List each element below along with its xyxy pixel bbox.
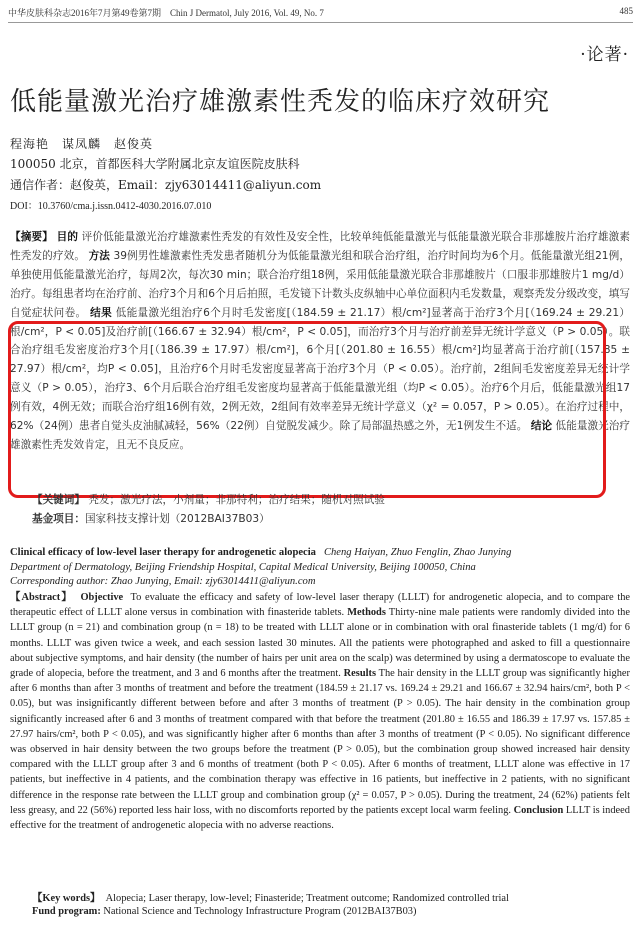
keywords-text: 秃发；激光疗法，小剂量；非那特利；治疗结果；随机对照试验 (88, 494, 385, 506)
doi: DOI：10.3760/cma.j.issn.0412-4030.2016.07.010 (10, 201, 212, 212)
en-keywords-text: Alopecia; Laser therapy, low-level; Finasteride; Treatment outcome; Randomized controlled trial (105, 893, 509, 904)
en-conclusion-label: Conclusion (513, 804, 564, 816)
en-results-text: The hair density in the LLLT group was significantly higher after 6 months than after 3 months of treatment and before the treatment (184.59 ± 21.17 vs. 169.24 ± 29.21 and 166.67 ± 32.94 hairs/cm², both P < 0.05), but was insignificantly different between before and after 3 months of treatment (P > 0.05). The hair density in the combination group significantly increased after 6 and 3 months of treatment compared with that before the treatment (201.80 ± 16.55 and 186.39 ± 17.97 vs. 157.85 ± 27.97 hairs/cm², both P < 0.05), and was significantly higher after 6 months than after 3 months of treatment (P < 0.05). No significant difference was observed in hair density between the two groups before the treatment (P > 0.05), but the combination group showed increased hair density compared with the LLLT group after 3 and 6 months of treatment (both P < 0.05). After 6 months of treatment, LLLT alone was effective in 17 patients, but ineffective in 4 patients, and the combination therapy was effective in 16 patients, but ineffective in 2 patients, with no significant difference in the response rate between the LLLT group and combination group (χ² = 0.057, P > 0.05). During the treatment, 24 (62%) patients felt less greasy, and 22 (56%) reported less hair loss, with no discomforts reported by the patients except local warm feeling. (10, 668, 630, 816)
english-abstract (10, 590, 630, 833)
chinese-funding (32, 511, 270, 526)
section-tag: ·论著· (580, 45, 629, 65)
conclusion-text: 低能量激光治疗雄激素性秃发效肯定，且无不良反应。 (10, 420, 630, 451)
chinese-abstract (10, 228, 630, 455)
results-label: 结果 (90, 306, 112, 319)
en-abstract-label: 【Abstract】 (10, 592, 73, 603)
en-conclusion-text: LLLT is indeed effective for the treatment of androgenetic alopecia with no adverse reactions. (10, 804, 630, 832)
english-funding (32, 906, 416, 917)
en-keywords-label: 【Key words】 (32, 893, 101, 904)
objective-label: 目的 (56, 231, 79, 243)
en-objective-text: To evaluate the efficacy and safety of low-level laser therapy (LLLT) for androgenetic alopecia, and to compare the therapeutic effect of LLLT alone versus in combination with finasteride tablets. (10, 592, 631, 619)
chinese-authors: 程海艳 谋凤麟 赵俊英 (10, 137, 154, 151)
en-methods-label: Methods (347, 607, 386, 619)
results-text: 低能量激光组治疗6个月时毛发密度[（184.59 ± 21.17）根/cm²]显著高于治疗3个月[（169.24 ± 29.21）根/cm²，P < 0.05]及治疗前[（166.67 ± 32.94）根/cm²，P < 0.05]，而治疗3个月与治疗前差异无统计学意义（P > 0.05）。联合治疗组毛发密度治疗3个月[（186.39 ± 17.97）根/cm²]，6个月[（201.80 ± 16.55）根/cm²]均显著高于治疗前[（157.85 ± 27.97）根/cm²，均P < 0.05]，且治疗6个月时毛发密度显著高于治疗3个月（P < 0.05）。治疗前，2组间毛发密度差异无统计学意义（P > 0.05），治疗3、6个月后联合治疗组毛发密度均显著高于低能量激光组（均P < 0.05）。治疗6个月后，低能量激光组17例有效，4例无效；而联合治疗组16例有效，2例无效，2组间有效率差异无统计学意义（χ² = 0.057，P > 0.05）。在治疗过程中，62%（24例）患者自觉头皮油腻减轻，56%（22例）自觉脱发减少。除了局部温热感之外，无1例发生不适。 (10, 306, 630, 433)
methods-label: 方法 (88, 249, 111, 262)
english-title: Clinical efficacy of low-level laser therapy for androgenetic alopecia (10, 547, 316, 558)
english-department: Department of Dermatology, Beijing Friendship Hospital, Capital Medical University, Beijing 100050, China (10, 562, 476, 573)
en-objective-label: Objective (80, 592, 124, 603)
en-results-label: Results (343, 668, 376, 680)
english-title-line (10, 547, 630, 558)
english-authors: Cheng Haiyan, Zhuo Fenglin, Zhao Junying (323, 547, 512, 558)
methods-text: 39例男性雄激素性秃发患者随机分为低能量激光组和联合治疗组，治疗时间均为6个月。低能量激光组21例，单独使用低能量激光治疗，每周2次，每次30 min；联合治疗组18例，采用低能量激光联合非那雄胺片（口服非那雄胺片1 mg/d）治疗。每组患者均在治疗前、治疗3个月和6个月后拍照，毛发镜下计数头皮纵轴中心单位面积内毛发数量，观察秃发分级改变，填写自觉症状问卷。 (10, 249, 630, 319)
funding-label: 基金项目： (32, 513, 85, 525)
chinese-corresponding-author: 通信作者：赵俊英，Email：zjy63014411@aliyun.com (10, 178, 322, 192)
keywords-label: 【关键词】 (32, 494, 85, 506)
chinese-affiliation: 100050 北京，首都医科大学附属北京友谊医院皮肤科 (10, 157, 300, 171)
abstract-label: 【摘要】 (10, 231, 54, 243)
funding-text: 国家科技支撑计划（2012BAI37B03） (84, 513, 270, 525)
objective-text: 评价低能量激光治疗雄激素性秃发的有效性及安全性，比较单纯低能量激光与低能量激光联合非那雄胺片治疗雄激素性秃发的疗效。 (10, 231, 630, 262)
en-funding-label: Fund program: (32, 906, 101, 917)
header-divider (8, 22, 633, 23)
english-keywords (32, 889, 509, 904)
en-methods-text: Thirty-nine male patients were randomly divided into the LLLT group (n = 21) and combination group (n = 18) to be treated with LLLT alone or in combination with oral finasteride tablets (1 mg/d) for 6 months. LLLT was given twice a week, and each session lasted 30 minutes. All the patients were photographed and asked to fill a questionnaire about subjective symptoms, and hair density (the number of hairs per unit area on the scalp) was determined by using a dermatoscope to evaluate the grade of alopecia, before the treatment, and 3 and 6 months after the treatment. (10, 607, 630, 680)
conclusion-label: 结论 (530, 420, 553, 433)
running-header (8, 6, 633, 20)
page-number: 485 (619, 6, 633, 16)
english-corresponding-author: Corresponding author: Zhao Junying, Email: zjy63014411@aliyun.com (10, 576, 316, 587)
chinese-title: 低能量激光治疗雄激素性秃发的临床疗效研究 (10, 87, 551, 117)
chinese-keywords (32, 492, 385, 507)
journal-citation: 中华皮肤科杂志2016年7月第49卷第7期 Chin J Dermatol, July 2016, Vol. 49, No. 7 (8, 8, 324, 18)
en-funding-text: National Science and Technology Infrastructure Program (2012BAI37B03) (103, 906, 417, 917)
